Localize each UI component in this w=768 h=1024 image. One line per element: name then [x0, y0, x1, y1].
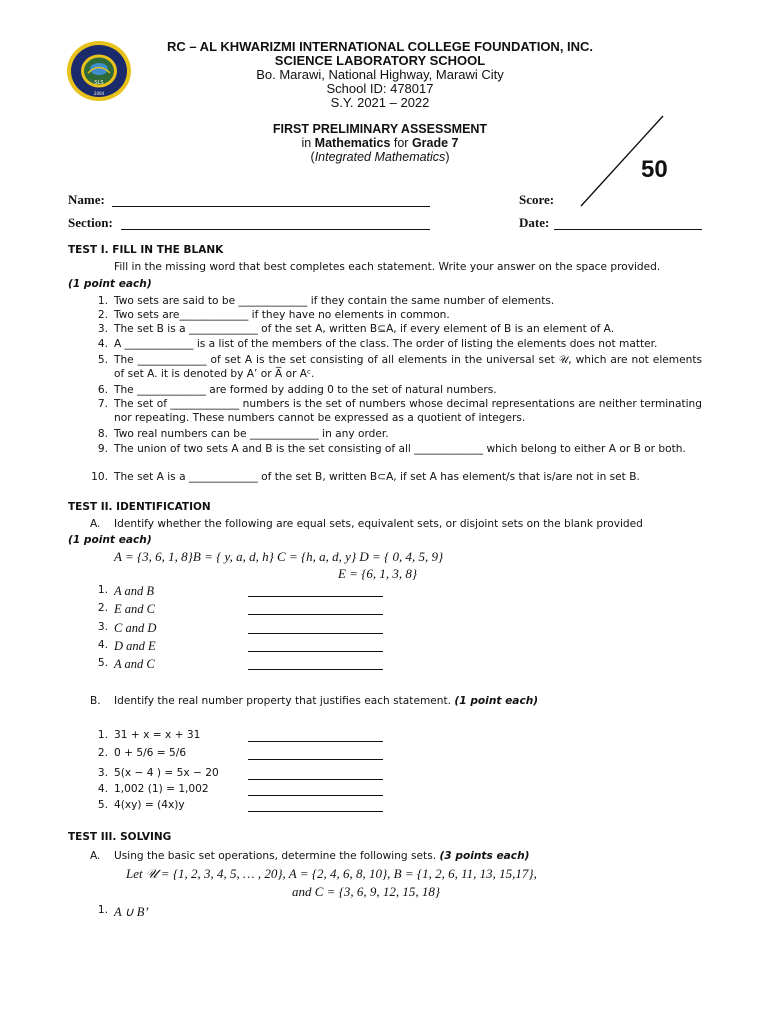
score-label: Score:	[519, 192, 555, 207]
set-c-definition: and C = {3, 6, 9, 12, 15, 18}	[292, 884, 441, 899]
school-year: S.Y. 2021 – 2022	[330, 95, 430, 110]
answer-blank[interactable]	[248, 795, 383, 796]
test2-partA-instruction: A. Identify whether the following are equal sets, equivalent sets, or disjoint sets on the blank provided	[90, 518, 643, 530]
school-name: RC – AL KHWARIZMI INTERNATIONAL COLLEGE FOUNDATION, INC.	[166, 39, 594, 54]
test2-title: TEST II. IDENTIFICATION	[68, 501, 211, 513]
exam-subject-line: in Mathematics for Grade 7	[301, 136, 459, 150]
section-field[interactable]	[121, 229, 430, 230]
universal-set-definition: Let 𝒰 = {1, 2, 3, 4, 5, … , 20}, A = {2, 4, 6, 8, 10}, B = {1, 2, 6, 11, 13, 15,17},	[126, 866, 537, 881]
exam-subtitle: (Integrated Mathematics)	[310, 150, 450, 164]
fill-blank-item: 3. The set B is a _____________ of the set A, written B⊆A, if every element of B is an element of A.	[97, 323, 615, 335]
answer-blank[interactable]	[248, 759, 383, 760]
name-field[interactable]	[112, 206, 430, 207]
answer-blank[interactable]	[248, 633, 383, 634]
test3-partA-instruction: A. Using the basic set operations, determine the following sets. (3 points each)	[90, 850, 530, 862]
answer-blank[interactable]	[248, 779, 383, 780]
date-label: Date:	[519, 215, 550, 230]
answer-blank[interactable]	[248, 741, 383, 742]
fill-blank-item: 4. A _____________ is a list of the members of the class. The order of listing the elements does not matter.	[97, 338, 658, 350]
date-field[interactable]	[554, 229, 702, 230]
answer-blank[interactable]	[248, 811, 383, 812]
answer-blank[interactable]	[248, 596, 383, 597]
sets-definition-e: E = {6, 1, 3, 8}	[338, 566, 418, 581]
logo-text: SLS	[94, 80, 104, 86]
fill-blank-item: 7. The set of _____________ numbers is the set of numbers whose decimal representations are neither terminating nor repeating. These numbers cannot be expressed as a quotient of integers.	[97, 398, 702, 424]
sub-school-name: SCIENCE LABORATORY SCHOOL	[274, 53, 486, 68]
fill-blank-item: 9. The union of two sets A and B is the set consisting of all _____________ which belong to either A or B or both.	[97, 443, 686, 455]
section-label: Section:	[68, 215, 113, 230]
answer-blank[interactable]	[248, 669, 383, 670]
name-label: Name:	[68, 192, 105, 207]
fill-blank-item: 8. Two real numbers can be _____________ in any order.	[97, 428, 389, 440]
school-id: School ID: 478017	[326, 81, 434, 96]
test1-points: (1 point each)	[68, 278, 152, 290]
fill-blank-item: 6. The _____________ are formed by adding 0 to the set of natural numbers.	[97, 384, 497, 396]
fill-blank-item: 1. Two sets are said to be _____________ if they contain the same number of elements.	[97, 295, 555, 307]
exam-title: FIRST PRELIMINARY ASSESSMENT	[272, 122, 488, 136]
logo-year: 2004	[93, 91, 105, 96]
sets-definition: A = {3, 6, 1, 8}B = { y, a, d, h} C = {h, a, d, y} D = { 0, 4, 5, 9}	[114, 549, 444, 564]
total-score: 50	[641, 156, 668, 183]
answer-blank[interactable]	[248, 614, 383, 615]
test2-partB-instruction: B. Identify the real number property that justifies each statement. (1 point each)	[90, 695, 539, 707]
fill-blank-item: 5. The _____________ of set A is the set consisting of all elements in the universal set 𝒰, which are not elements of set A. it is denoted by A’ or A̅ or Aᶜ.	[97, 354, 702, 380]
answer-blank[interactable]	[248, 651, 383, 652]
test1-title: TEST I. FILL IN THE BLANK	[68, 244, 224, 256]
test2-partA-points: (1 point each)	[68, 534, 152, 546]
school-logo	[66, 40, 132, 102]
fill-blank-item: 2. Two sets are_____________ if they have no elements in common.	[97, 309, 450, 321]
fill-blank-item: 10. The set A is a _____________ of the set B, written B⊂A, if set A has element/s that is/are not in set B.	[91, 471, 640, 483]
school-address: Bo. Marawi, National Highway, Marawi City	[256, 67, 504, 82]
test1-instruction: Fill in the missing word that best completes each statement. Write your answer on the space provided.	[114, 261, 661, 273]
test3-title: TEST III. SOLVING	[68, 831, 172, 843]
